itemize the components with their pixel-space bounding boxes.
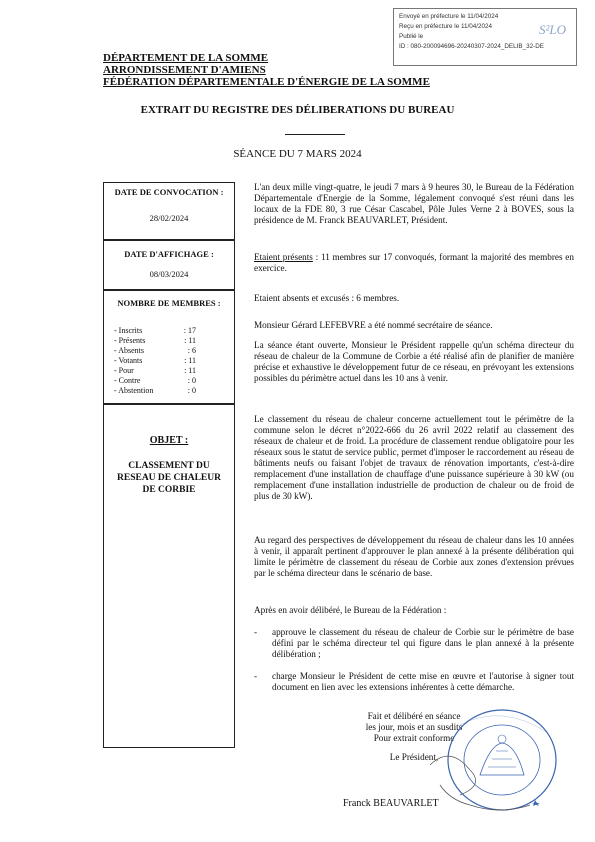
paragraph-perspectives: Au regard des perspectives de développement du réseau de chaleur dans les 10 années à venir, il apparaît pertinent d'approuver le plan annexé à la présente délibération qui limite le périmètre de classement du réseau de Corbie aux zones d'extension prévues par le schéma directeur dans le scénario de base. [254, 535, 574, 578]
convocation-label: DATE DE CONVOCATION : [114, 187, 224, 197]
stamp-id: ID : 080-200094696-20240307-2024_DELIB_32-DE [399, 43, 544, 50]
member-count-value: : 6 [187, 346, 196, 355]
paragraph-opening: L'an deux mille vingt-quatre, le jeudi 7 mars à 9 heures 30, le Bureau de la Fédération Départementale d'Energie de la Somme, légalement convoqué s'est réuni dans les locaux de la FDE 80, 3 rue César Cascabel, Pôle Jules Verne 2 à BOVES, sous la présidence de M. Franck BEAUVARLET, Président. [254, 182, 574, 225]
closing-line-3: Pour extrait conforme [373, 733, 455, 743]
header-department: DÉPARTEMENT DE LA SOMME [103, 52, 269, 64]
members-box [103, 290, 235, 404]
members-label: NOMBRE DE MEMBRES : [117, 298, 221, 308]
convocation-box [103, 182, 235, 240]
header-federation: FÉDÉRATION DÉPARTEMENTALE D'ÉNERGIE DE LA SOMME [103, 76, 430, 88]
member-count-row [114, 346, 234, 356]
subject-title: CLASSEMENT DU RESEAU DE CHALEUR DE CORBIE [117, 461, 221, 495]
session-date: SÉANCE DU 7 MARS 2024 [233, 148, 362, 160]
objet-label: OBJET : [149, 435, 189, 446]
paragraph-absent: Etaient absents et excusés : 6 membres. [254, 293, 400, 303]
paragraph-deliberation: Après en avoir délibéré, le Bureau de la Fédération : [254, 605, 447, 615]
document-header [103, 52, 430, 88]
member-count-label: - Présents [114, 336, 146, 345]
member-count-row [114, 356, 234, 366]
title-divider [285, 134, 345, 135]
closing-line-1: Fait et délibéré en séance [367, 711, 461, 721]
convocation-date: 28/02/2024 [149, 213, 189, 223]
member-count-label: - Pour [114, 366, 134, 375]
affichage-box [103, 240, 235, 290]
paragraph-schema: La séance étant ouverte, Monsieur le Président rappelle qu'un schéma directeur du réseau de chaleur de la Commune de Corbie a été réalisé afin de planifier de manière précise et exhaustive le développement futur de ce réseau, en prévoyant les extensions possibles du périmètre actuel dans les 10 ans à venir. [254, 340, 574, 383]
member-count-label: - Votants [114, 356, 143, 365]
member-count-row [114, 326, 234, 336]
header-arrondissement: ARRONDISSEMENT D'AMIENS [103, 64, 266, 76]
member-count-value: : 0 [187, 386, 196, 395]
federation-seal [430, 705, 570, 815]
member-count-row [114, 366, 234, 376]
member-count-label: - Inscrits [114, 326, 143, 335]
stamp-signature: S²LO [538, 22, 566, 37]
decision-bullet-1 [254, 627, 574, 660]
members-list [104, 326, 234, 396]
member-count-label: - Abstention [114, 386, 154, 395]
affichage-label: DATE D'AFFICHAGE : [124, 249, 214, 259]
bullet-dash: - [254, 627, 258, 637]
member-count-row [114, 336, 234, 346]
closing-president: Le Président, [389, 752, 439, 762]
bullet-1-text: approuve le classement du réseau de chaleur de Corbie sur le périmètre de base défini par le schéma directeur tel qui figure dans le plan annexé à la présente délibération ; [272, 627, 574, 659]
paragraph-secretary: Monsieur Gérard LEFEBVRE a été nommé secrétaire de séance. [254, 320, 493, 330]
member-count-value: : 0 [187, 376, 196, 385]
member-count-value: : 11 [184, 366, 196, 375]
bullet-dash: - [254, 671, 258, 681]
affichage-date: 08/03/2024 [149, 269, 189, 279]
paragraph-classement: Le classement du réseau de chaleur concerne actuellement tout le périmètre de la commune selon le décret n°2022-666 du 26 avril 2022 relatif au classement des réseaux de chaleur et de froid. La procédure de classement rendue obligatoire pour les réseaux sous le statut de service public, permet d'imposer le raccordement au réseau de bâtiments neufs ou faisant l'objet de travaux de rénovation importants, c'est-à-dire remplacement d'une installation de chauffage d'une puissance supérieure à 30 kW (ou remplacement d'une installation industrielle de production de chaleur ou de froid de plus de 30 kW). [254, 414, 574, 501]
closing-line-2: les jour, mois et an susdits [365, 722, 463, 732]
member-count-label: - Absents [114, 346, 144, 355]
stamp-published: Publié le [399, 33, 424, 40]
president-name: Franck BEAUVARLET [343, 798, 439, 809]
member-count-value: : 11 [184, 356, 196, 365]
present-text: : 11 membres sur 17 convoqués, formant la majorité des membres en exercice. [254, 252, 574, 273]
bullet-2-text: charge Monsieur le Président de cette mise en œuvre et l'autorise à signer tout document en lien avec les extensions inhérentes à cette démarche. [272, 671, 574, 692]
member-count-row [114, 386, 234, 396]
stamp-sent: Envoyé en préfecture le 11/04/2024 [399, 13, 499, 20]
decision-bullet-2 [254, 671, 574, 693]
member-count-value: : 17 [183, 326, 196, 335]
present-label: Etaient présents [254, 252, 313, 262]
subject-box [103, 404, 235, 748]
member-count-row [114, 376, 234, 386]
document-title: EXTRAIT DU REGISTRE DES DÉLIBERATIONS DU BUREAU [140, 104, 455, 116]
member-count-value: : 11 [184, 336, 196, 345]
member-count-label: - Contre [114, 376, 141, 385]
paragraph-present [254, 252, 574, 274]
stamp-received: Reçu en préfecture le 11/04/2024 [399, 23, 493, 30]
